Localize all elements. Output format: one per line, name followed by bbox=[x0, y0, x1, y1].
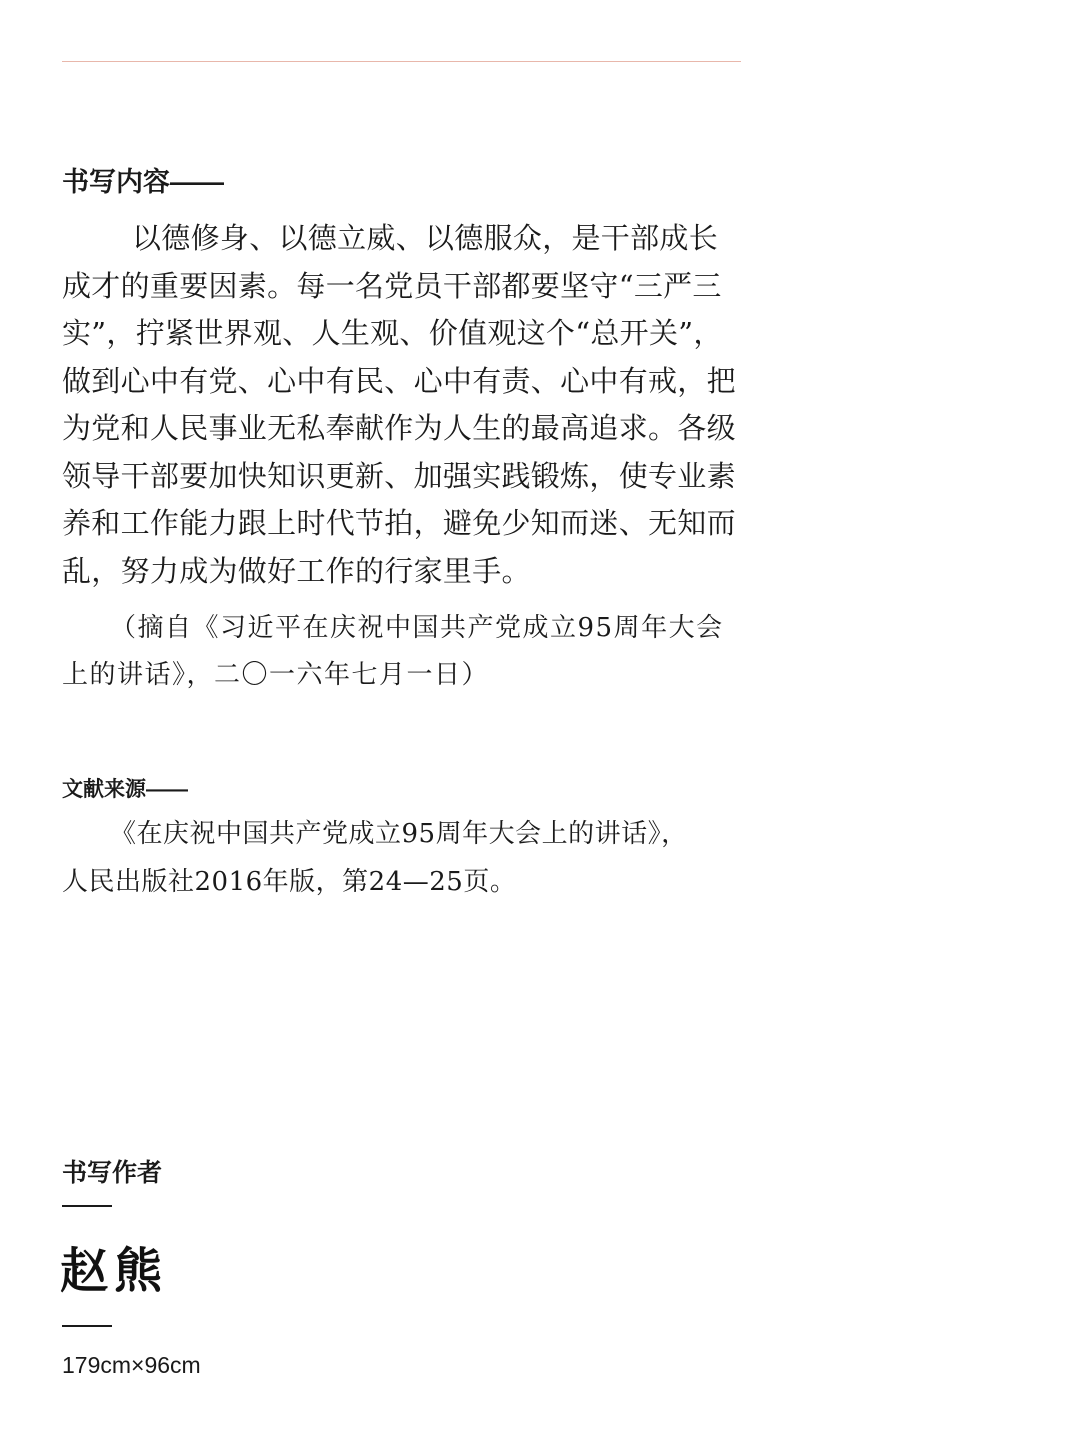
source-line-2: 人民出版社2016年版，第24—25页。 bbox=[62, 867, 517, 897]
content-text: 以德修身、以德立威、以德服众，是干部成长成才的重要因素。每一名党员干部都要坚守“三严三实”，拧紧世界观、人生观、价值观这个“总开关”，做到心中有党、心中有民、心中有责、心中有戒，把为党和人民事业无私奉献作为人生的最高追求。各级领导干部要加快知识更新、加强实践锻炼，使专业素养和工作能力跟上时代节拍，避免少知而迷、无知而乱，努力成为做好工作的行家里手。 bbox=[62, 221, 736, 588]
author-heading: 书写作者 bbox=[62, 1159, 163, 1187]
content-citation: （摘自《习近平在庆祝中国共产党成立95周年大会上的讲话》，二〇一六年七月一日） bbox=[62, 613, 724, 690]
source-line-1: 《在庆祝中国共产党成立95周年大会上的讲话》， bbox=[110, 819, 688, 849]
top-divider bbox=[62, 61, 741, 62]
author-name: 赵熊 bbox=[60, 1243, 169, 1299]
author-divider-top bbox=[62, 1205, 112, 1207]
content-heading: 书写内容—— bbox=[62, 167, 224, 197]
artwork-dimensions: 179cm×96cm bbox=[62, 1352, 201, 1378]
author-divider-bottom bbox=[62, 1325, 112, 1327]
source-heading: 文献来源—— bbox=[62, 778, 188, 801]
source-text bbox=[62, 810, 742, 906]
